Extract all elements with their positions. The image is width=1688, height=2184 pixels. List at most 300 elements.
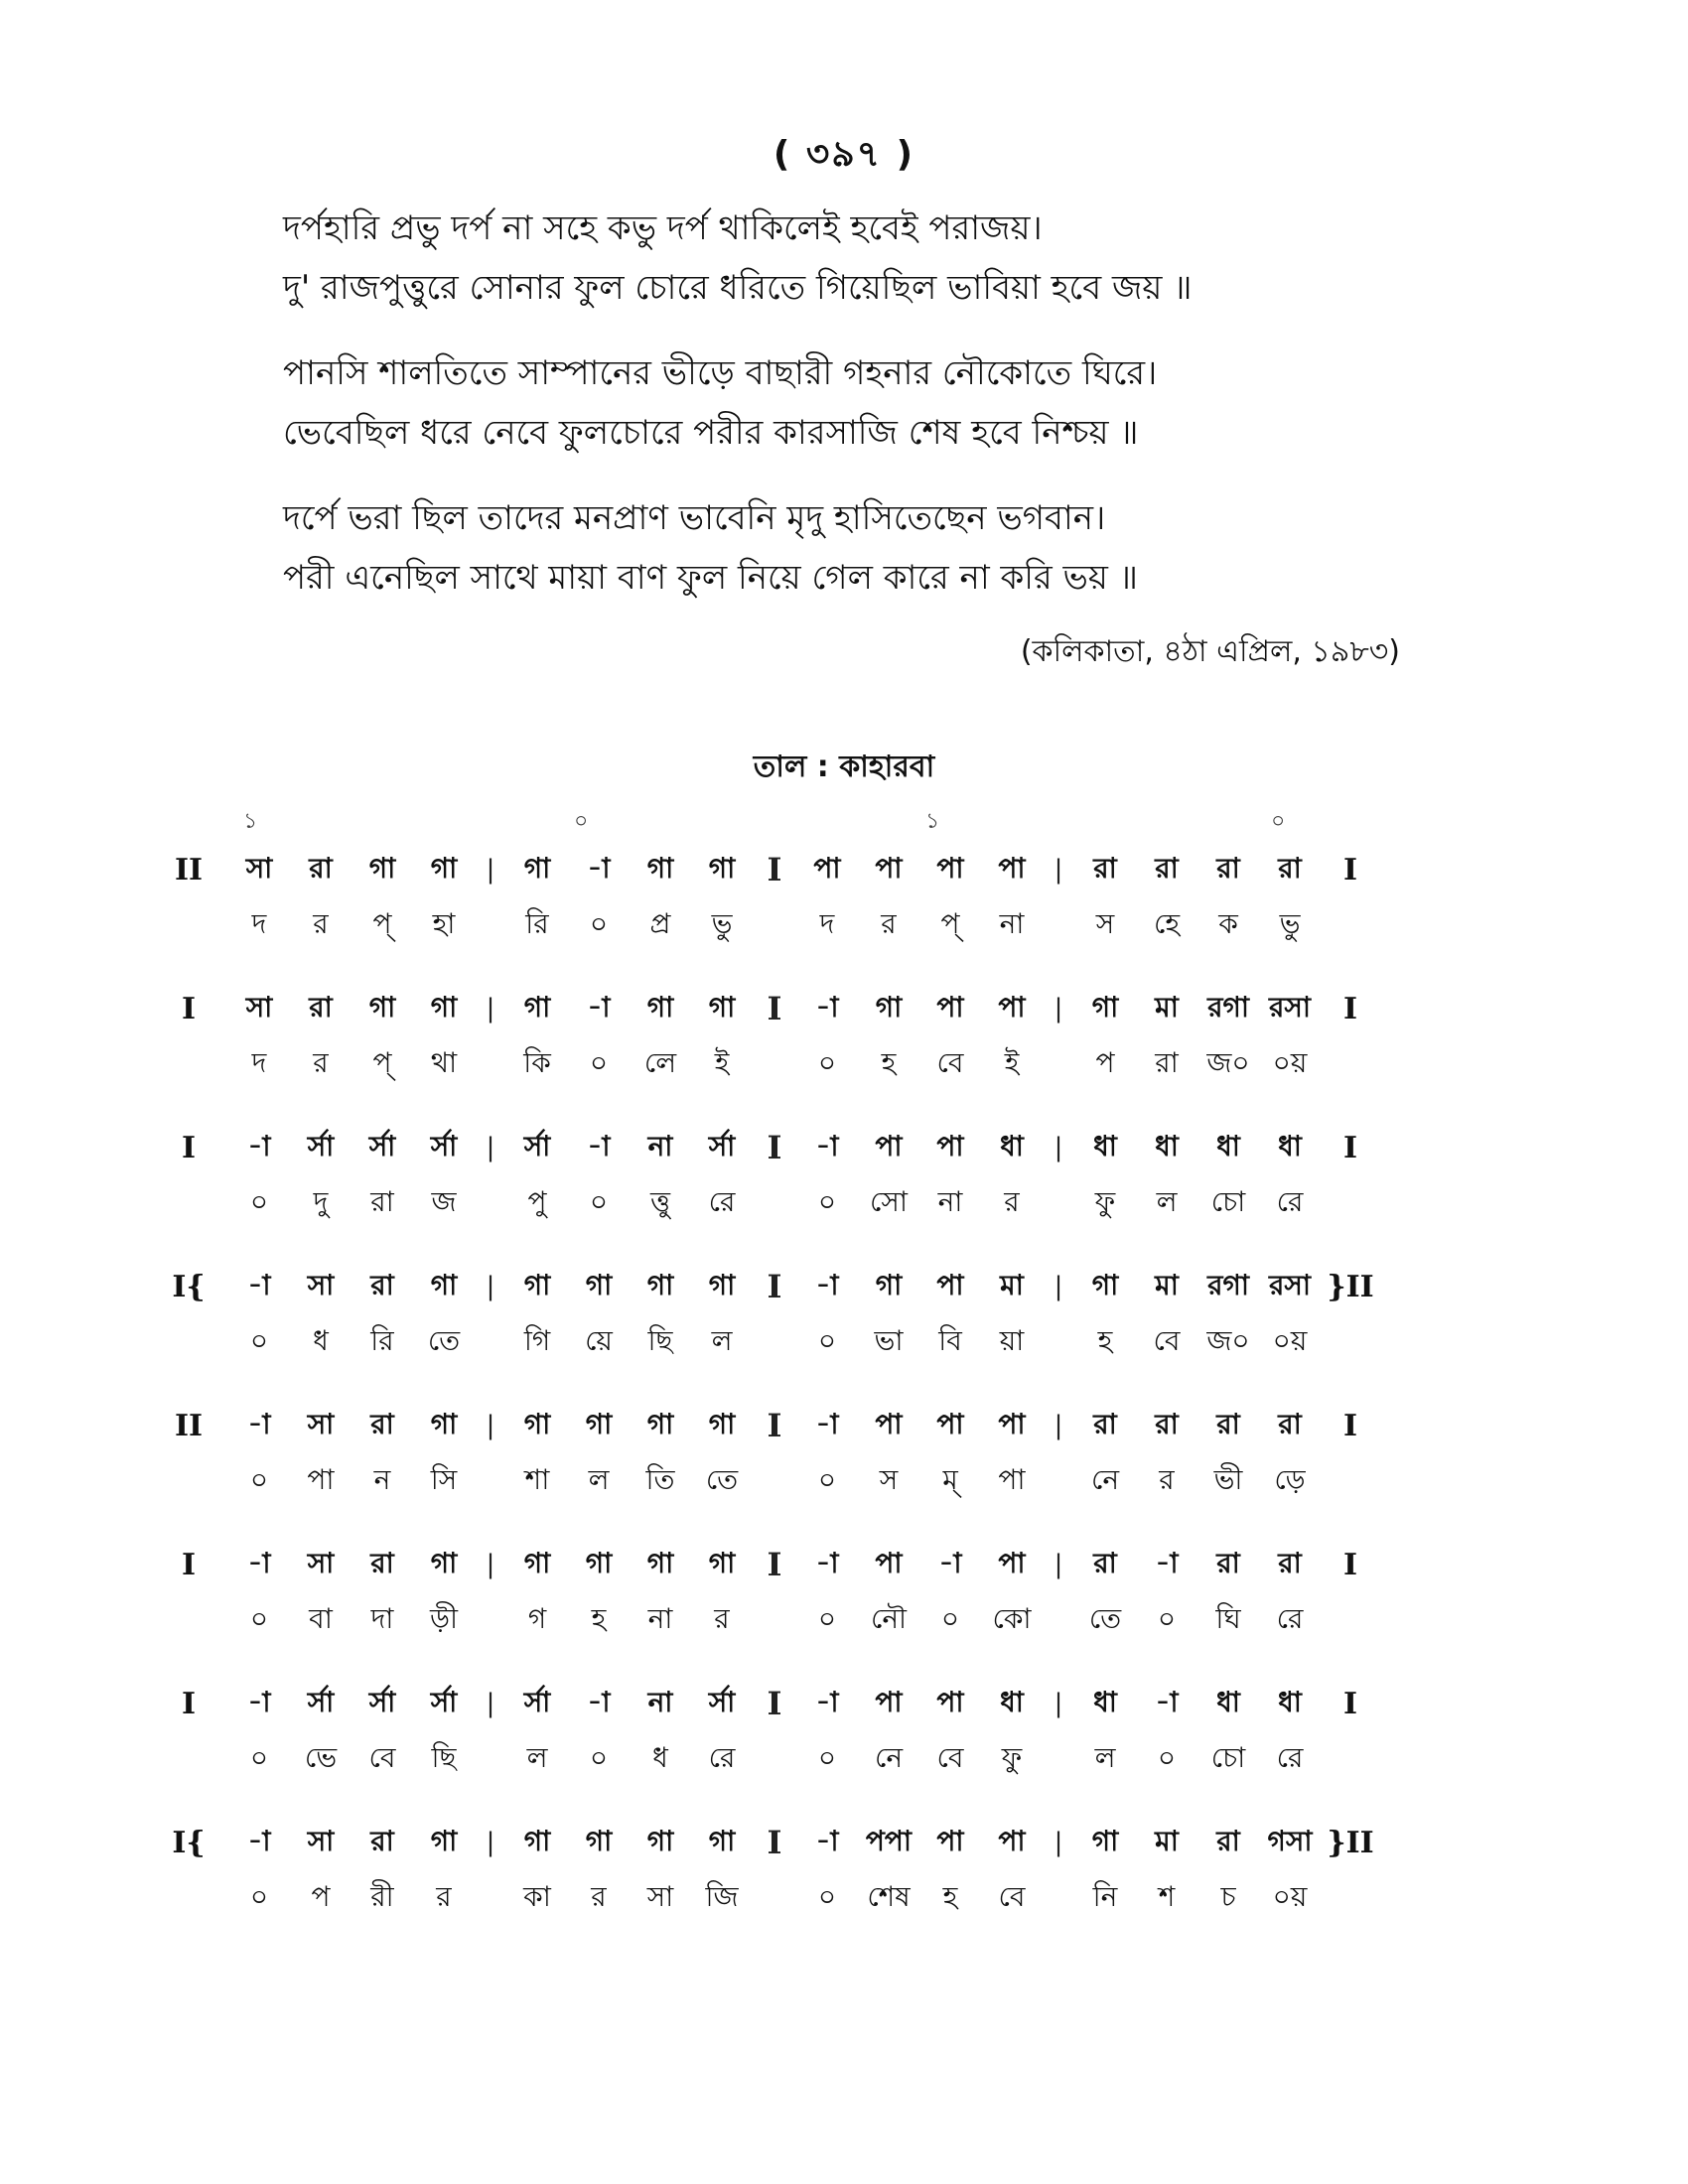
lyric-row [149,1314,1559,1370]
lyric-cell: পু [527,1184,547,1218]
lyric-cell: য়া [999,1323,1025,1357]
note-cell: গা [708,1268,736,1301]
barline: | [1054,1550,1063,1579]
note-cell: গা [875,1268,903,1301]
note-cell: ধা [1278,1129,1302,1162]
note-cell: গা [1091,1268,1119,1301]
lyric-cell: ০ [589,1045,609,1079]
lyric-cell: পা [998,1462,1026,1496]
end-barline: I [1342,1408,1358,1443]
note-cell: রা [1093,851,1117,885]
section-barline: I [767,851,782,888]
lyric-row [149,1592,1559,1648]
note-cell: রা [1216,1824,1240,1857]
note-cell: গা [523,851,551,885]
note-cell: গা [585,1546,613,1579]
lyric-cell: হ [591,1601,607,1635]
note-cell: সা [307,1546,335,1579]
lyric-cell: রে [708,1740,736,1774]
barline: | [486,1828,495,1857]
note-cell: -া [247,1407,271,1440]
note-cell: গা [523,1268,551,1301]
lyric-cell: র [313,1045,329,1079]
note-cell: পা [875,1407,903,1440]
lyric-cell: ০ [249,1879,269,1913]
lyric-cell: সি [430,1462,458,1496]
lyric-cell: তি [645,1462,675,1496]
barline: | [486,855,495,885]
note-cell: গা [430,851,458,885]
verse-line: পরী এনেছিল সাথে মায়া বাণ ফুল নিয়ে গেল কারে না করি ভয় ॥ [283,558,1138,598]
end-barline: I [1342,1547,1358,1582]
verses [283,199,1455,633]
lyric-cell: প্ [940,906,960,940]
lyric-row [149,1453,1559,1509]
lyric-cell: জ [431,1184,457,1218]
barline: | [486,1689,495,1718]
lyric-cell: রি [525,906,549,940]
lyric-cell: হ [942,1879,958,1913]
verse-line: ভেবেছিল ধরে নেবে ফুলচোরে পরীর কারসাজি শেষ হবে নিশ্চয় ॥ [283,413,1139,453]
note-cell: রা [370,1268,394,1301]
note-cell: রা [1278,851,1302,885]
note-cell: গা [523,1407,551,1440]
lyric-cell: বে [936,1045,964,1079]
lyric-cell: ০ [1157,1601,1177,1635]
lyric-cell: হা [432,906,456,940]
note-cell: রা [370,1407,394,1440]
note-cell: গা [708,1407,736,1440]
stanza [283,199,1455,318]
note-cell: পা [936,1129,964,1162]
note-cell: গা [585,1268,613,1301]
notation-block [149,981,1559,1120]
note-cell: গা [523,990,551,1024]
note-cell: র্সা [430,1129,458,1162]
lyric-cell: পা [307,1462,335,1496]
lyric-cell: প [1095,1045,1115,1079]
notation [149,842,1559,1954]
note-cell: সা [307,1407,335,1440]
note-cell: রা [1093,1546,1117,1579]
note-cell: -া [1155,1546,1179,1579]
section-barline: I [767,1407,782,1444]
note-cell: রা [370,1546,394,1579]
lyric-cell: ধ [652,1740,668,1774]
lyric-cell: ০ [589,1184,609,1218]
end-barline: I [1342,991,1358,1026]
lyric-cell: ০ [249,1601,269,1635]
note-cell: -া [587,990,611,1024]
lyric-cell: প্র [649,906,671,940]
lyric-cell: র [881,906,897,940]
start-barline: I{ [172,1269,206,1304]
note-cell: পা [998,1824,1026,1857]
note-cell: -া [815,1407,839,1440]
lyric-cell: ০ [817,1184,837,1218]
note-cell: র্সা [368,1685,396,1718]
note-cell: পা [875,1129,903,1162]
note-cell: না [647,1685,673,1718]
section-barline: I [767,990,782,1027]
lyric-cell: ল [526,1740,548,1774]
lyric-cell: বি [938,1323,962,1357]
lyric-cell: শেষ [867,1879,911,1913]
lyric-cell: র [313,906,329,940]
verse-line: দু' রাজপুত্তুরে সোনার ফুল চোরে ধরিতে গিয়েছিল ভাবিয়া হবে জয় ॥ [283,268,1193,308]
note-cell: ধা [1093,1685,1117,1718]
notation-block [149,1398,1559,1537]
lyric-cell: ছি [647,1323,673,1357]
lyric-cell: রে [708,1184,736,1218]
note-cell: পা [936,851,964,885]
note-cell: পা [936,1407,964,1440]
notation-block [149,1259,1559,1398]
note-cell: গা [708,1546,736,1579]
lyric-cell: রী [370,1879,394,1913]
note-cell: সা [245,990,273,1024]
lyric-cell: স [1095,906,1115,940]
lyric-cell: বে [1153,1323,1181,1357]
lyric-cell: স [879,1462,899,1496]
note-cell: গা [585,1407,613,1440]
note-cell: গা [430,1407,458,1440]
end-barline: I [1342,1130,1358,1165]
lyric-cell: চ [1220,1879,1236,1913]
lyric-cell: ০ [817,1323,837,1357]
lyric-cell: শা [524,1462,550,1496]
note-cell: পা [875,1685,903,1718]
end-barline: }II [1327,1825,1374,1860]
note-cell: -া [247,1129,271,1162]
barline: | [1054,994,1063,1024]
lyric-cell: লে [643,1045,677,1079]
lyric-cell: ত্তু [649,1184,671,1218]
start-barline: II [174,1408,204,1443]
start-barline: I [181,991,197,1026]
lyric-cell: ০ [817,1601,837,1635]
verse-line: দর্পহারি প্রভু দর্প না সহে কভু দর্প থাকিলেই হবেই পরাজয়। [283,208,1043,248]
lyric-cell: ক [1218,906,1238,940]
note-cell: গা [430,1546,458,1579]
note-cell: র্সা [523,1129,551,1162]
lyric-cell: প [311,1879,331,1913]
lyric-cell: গ [527,1601,547,1635]
note-cell: রা [1278,1407,1302,1440]
note-cell: র্সা [523,1685,551,1718]
lyric-cell: সো [870,1184,908,1218]
lyric-cell: নি [1092,1879,1118,1913]
lyric-cell: ল [1094,1740,1116,1774]
note-cell: -া [815,990,839,1024]
lyric-cell: রে [1276,1184,1304,1218]
note-cell: রা [1216,851,1240,885]
lyric-cell: প্ [372,906,392,940]
note-cell: সা [245,851,273,885]
lyric-cell: দ [251,906,267,940]
beat-mark: ০ [574,809,589,834]
note-cell: পা [936,1268,964,1301]
note-cell: রা [1278,1546,1302,1579]
note-row [149,1537,1559,1592]
note-cell: ধা [1093,1129,1117,1162]
beat-mark: ০ [1271,809,1286,834]
barline: | [486,1411,495,1440]
section-barline: I [767,1546,782,1583]
lyric-cell: রা [1155,1045,1179,1079]
note-cell: রা [309,990,333,1024]
note-cell: গা [875,990,903,1024]
lyric-cell: রা [370,1184,394,1218]
note-cell: ধা [1000,1685,1024,1718]
note-cell: -া [587,1129,611,1162]
note-cell: পা [875,1546,903,1579]
lyric-cell: না [647,1601,673,1635]
note-cell: -া [815,1268,839,1301]
lyric-cell: ল [588,1462,610,1496]
lyric-cell: ড়ী [430,1601,458,1635]
note-cell: গা [646,1268,674,1301]
note-cell: -া [587,1685,611,1718]
note-cell: ধা [1155,1129,1179,1162]
end-barline: }II [1327,1269,1374,1304]
barline: | [486,1133,495,1162]
barline: | [1054,1689,1063,1718]
note-cell: গা [708,1824,736,1857]
note-cell: -া [815,1685,839,1718]
note-cell: -া [815,1546,839,1579]
section-barline: I [767,1685,782,1722]
note-cell: সা [307,1824,335,1857]
start-barline: I{ [172,1825,206,1860]
lyric-cell: রি [370,1323,394,1357]
note-cell: গা [430,1268,458,1301]
note-cell: সা [307,1268,335,1301]
lyric-cell: শ [1158,1879,1176,1913]
note-cell: মা [1155,990,1179,1024]
note-cell: গা [523,1546,551,1579]
lyric-row [149,897,1559,953]
lyric-cell: জ০ [1206,1045,1250,1079]
note-cell: গা [646,1824,674,1857]
note-cell: পা [998,1407,1026,1440]
note-cell: রগা [1207,1268,1249,1301]
beat-marks [0,804,1688,844]
note-cell: মা [1000,1268,1024,1301]
note-cell: পা [998,990,1026,1024]
note-cell: র্সা [307,1129,335,1162]
note-cell: পা [875,851,903,885]
note-cell: গা [430,1824,458,1857]
note-cell: পা [936,1824,964,1857]
lyric-cell: ল [711,1323,733,1357]
lyric-cell: ভু [711,906,733,940]
lyric-cell: বে [936,1740,964,1774]
lyric-cell: ০য় [1272,1879,1308,1913]
verse-line: দর্পে ভরা ছিল তাদের মনপ্রাণ ভাবেনি মৃদু হাসিতেছেন ভগবান। [283,498,1106,538]
notation-block [149,1676,1559,1815]
note-cell: পা [936,1685,964,1718]
end-barline: I [1342,852,1358,887]
note-cell: ধা [1216,1685,1240,1718]
lyric-cell: হ [1097,1323,1113,1357]
note-cell: গা [646,1407,674,1440]
lyric-cell: ০য় [1272,1323,1308,1357]
note-cell: গা [368,851,396,885]
note-cell: গা [1091,990,1119,1024]
lyric-cell: ০ [817,1879,837,1913]
barline: | [1054,855,1063,885]
lyric-cell: ভু [1279,906,1301,940]
note-cell: গা [646,990,674,1024]
stanza [283,343,1455,463]
lyric-cell: ০ [589,1740,609,1774]
note-cell: ধা [1000,1129,1024,1162]
note-row [149,1676,1559,1731]
lyric-cell: য়ে [585,1323,613,1357]
lyric-cell: ঘি [1215,1601,1241,1635]
verse-line: পানসি শালতিতে সাম্পানের ভীড়ে বাছারী গহনার নৌকোতে ঘিরে। [283,353,1158,393]
lyric-cell: ফু [1094,1184,1116,1218]
lyric-cell: ই [1004,1045,1020,1079]
lyric-row [149,1870,1559,1926]
barline: | [1054,1133,1063,1162]
note-cell: -া [815,1129,839,1162]
lyric-cell: ০ [817,1045,837,1079]
note-cell: -া [587,851,611,885]
lyric-cell: কো [992,1601,1032,1635]
lyric-cell: ম্ [942,1462,958,1496]
note-cell: র্সা [708,1129,736,1162]
start-barline: I [181,1686,197,1721]
note-cell: রা [1216,1546,1240,1579]
note-cell: গা [430,990,458,1024]
lyric-cell: ভা [874,1323,904,1357]
note-cell: পা [936,990,964,1024]
lyric-cell: বা [309,1601,333,1635]
lyric-cell: সা [646,1879,674,1913]
lyric-cell: নে [874,1740,904,1774]
note-cell: ধা [1216,1129,1240,1162]
lyric-cell: ০ [249,1740,269,1774]
lyric-cell: ল [1156,1184,1178,1218]
lyric-cell: ধ [313,1323,329,1357]
lyric-cell: ছি [431,1740,457,1774]
note-cell: মা [1155,1268,1179,1301]
lyric-cell: রে [1276,1740,1304,1774]
lyric-cell: না [937,1184,963,1218]
note-cell: পপা [865,1824,913,1857]
lyric-cell: দা [370,1601,394,1635]
lyric-cell: ০ [940,1601,960,1635]
lyric-cell: নে [1090,1462,1120,1496]
lyric-cell: কা [523,1879,551,1913]
section-barline: I [767,1824,782,1861]
lyric-cell: ভী [1213,1462,1243,1496]
lyric-cell: হে [1153,906,1181,940]
start-barline: I [181,1130,197,1165]
lyric-cell: না [999,906,1025,940]
lyric-cell: দু [313,1184,329,1218]
note-cell: পা [998,851,1026,885]
note-cell: রা [370,1824,394,1857]
note-cell: র্সা [368,1129,396,1162]
start-barline: I [181,1547,197,1582]
note-cell: র্সা [307,1685,335,1718]
lyric-cell: গি [523,1323,551,1357]
notation-block [149,1815,1559,1954]
note-row [149,842,1559,897]
barline: | [1054,1411,1063,1440]
lyric-cell: থা [430,1045,458,1079]
section-barline: I [767,1268,782,1305]
note-cell: মা [1155,1824,1179,1857]
note-cell: -া [247,1824,271,1857]
tala-heading: তাল : কাহারবা [753,750,935,784]
note-cell: গা [646,851,674,885]
note-cell: গা [708,990,736,1024]
note-cell: পা [813,851,841,885]
lyric-cell: র [436,1879,452,1913]
lyric-row [149,1731,1559,1787]
note-cell: -া [815,1824,839,1857]
note-cell: রসা [1268,1268,1312,1301]
barline: | [486,994,495,1024]
lyric-cell: ০ [1157,1740,1177,1774]
lyric-cell: তে [705,1462,739,1496]
lyric-cell: ড়ে [1274,1462,1306,1496]
section-barline: I [767,1129,782,1166]
note-cell: রা [309,851,333,885]
note-cell: রা [1155,851,1179,885]
note-cell: রগা [1207,990,1249,1024]
lyric-cell: ই [714,1045,730,1079]
lyric-cell: ন [373,1462,391,1496]
barline: | [1054,1272,1063,1301]
note-cell: গা [523,1824,551,1857]
page-number: ( ৩৯৭ ) [773,134,915,175]
lyric-cell: ০ [817,1462,837,1496]
lyric-cell: প্ [372,1045,392,1079]
lyric-cell: তে [427,1323,461,1357]
note-cell: রা [1155,1407,1179,1440]
note-cell: র্সা [708,1685,736,1718]
lyric-cell: চো [1210,1184,1246,1218]
lyric-cell: বে [368,1740,396,1774]
beat-mark: ১ [925,809,940,834]
note-cell: -া [247,1685,271,1718]
note-row [149,1259,1559,1314]
lyric-cell: নৌ [870,1601,908,1635]
notation-block [149,1120,1559,1259]
note-row [149,1398,1559,1453]
note-cell: রসা [1268,990,1312,1024]
lyric-cell: র [714,1601,730,1635]
lyric-cell: র [1159,1462,1175,1496]
colophon: (কলিকাতা, ৪ঠা এপ্রিল, ১৯৮৩) [1020,634,1400,669]
notation-block [149,842,1559,981]
note-row [149,1815,1559,1870]
notation-block [149,1537,1559,1676]
lyric-cell: র [1004,1184,1020,1218]
note-cell: -া [247,1268,271,1301]
lyric-cell: ০ [589,906,609,940]
lyric-cell: দ [251,1045,267,1079]
note-cell: -া [1155,1685,1179,1718]
note-cell: গা [368,990,396,1024]
lyric-cell: দ [819,906,835,940]
barline: | [1054,1828,1063,1857]
